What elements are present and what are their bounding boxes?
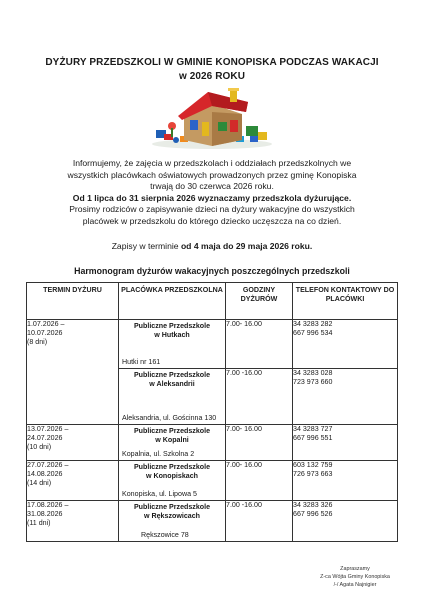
phone-value: 34 3283 282 — [293, 320, 333, 328]
term-to: 10.07.2026 — [27, 329, 63, 337]
hours-value: 7.00- 16.00 — [226, 320, 262, 328]
term-from: 17.08.2026 – — [27, 501, 69, 509]
term-cell — [27, 461, 119, 501]
header-term: TERMIN DYŻURU — [27, 283, 119, 320]
place-name — [119, 425, 225, 445]
signature-line: Zapraszamy — [340, 566, 370, 572]
phone-value: 723 973 660 — [293, 378, 333, 386]
term-cell — [27, 320, 119, 425]
title-line-1: DYŻURY PRZEDSZKOLI W GMINIE KONOPISKA PODCZAS WAKACJI — [45, 57, 379, 68]
term-from: 13.07.2026 – — [27, 425, 69, 433]
term-cell — [27, 425, 119, 461]
place-name-line: w Konopiskach — [145, 472, 199, 480]
term-cell — [27, 501, 119, 542]
phone-value: 667 996 534 — [293, 329, 333, 337]
place-name-line: w Kopalni — [155, 436, 189, 444]
place-name-line: w Rększowicach — [144, 512, 200, 520]
place-address: Konopiska, ul. Lipowa 5 — [122, 490, 197, 498]
term-from: 1.07.2026 – — [27, 320, 65, 328]
intro-line: Prosimy rodziców o zapisywanie dzieci na dyżury wakacyjne do wszystkich — [69, 204, 355, 215]
schedule-table — [26, 282, 398, 542]
table-row — [27, 501, 398, 542]
phone-value: 34 3283 028 — [293, 369, 333, 377]
header-hours: GODZINY DYŻURÓW — [226, 283, 293, 320]
phone-value: 34 3283 326 — [293, 501, 333, 509]
term-from: 27.07.2026 – — [27, 461, 69, 469]
signature-block — [300, 565, 410, 589]
place-name-line: Publiczne Przedszkole — [133, 503, 211, 511]
phone-cell — [293, 425, 398, 461]
title-line-2: w 2026 ROKU — [178, 71, 246, 82]
place-cell — [119, 461, 226, 501]
phone-cell — [293, 369, 398, 425]
term-days: (14 dni) — [27, 479, 52, 487]
place-name-line: w Aleksandrii — [149, 380, 195, 388]
term-to: 31.08.2026 — [27, 510, 63, 518]
intro-line: trwają do 30 czerwca 2026 roku. — [150, 181, 274, 192]
term-to: 24.07.2026 — [27, 434, 63, 442]
phone-value: 667 996 526 — [293, 510, 333, 518]
place-name-line: w Hutkach — [154, 331, 190, 339]
hours-cell — [226, 425, 293, 461]
table-row — [27, 461, 398, 501]
hours-value: 7.00 -16.00 — [226, 501, 262, 509]
header-place: PLACÓWKA PRZEDSZKOLNA — [119, 283, 226, 320]
enrollment-dates — [0, 240, 424, 252]
enrollment-range: od 4 maja do 29 maja 2026 roku. — [180, 241, 313, 251]
place-name — [119, 461, 225, 481]
intro-line: placówek w przedszkolu do którego dziecko uczęszcza na co dzień. — [82, 215, 342, 226]
place-name-line: Publiczne Przedszkole — [133, 371, 211, 379]
place-cell — [119, 320, 226, 369]
intro-line: Informujemy, że zajęcia w przedszkolach i oddziałach przedszkolnych we — [72, 158, 352, 168]
place-name — [119, 501, 225, 521]
term-days: (8 dni) — [27, 338, 48, 346]
document-title — [0, 56, 424, 84]
header-phone: TELEFON KONTAKTOWY DO PLACÓWKI — [293, 283, 398, 320]
place-cell — [119, 425, 226, 461]
term-days: (11 dni) — [27, 519, 51, 527]
table-header-row — [27, 283, 398, 320]
hours-cell — [226, 461, 293, 501]
table-row — [27, 320, 398, 369]
place-address: Kopalnia, ul. Szkolna 2 — [122, 450, 195, 458]
hours-cell — [226, 369, 293, 425]
place-name-line: Publiczne Przedszkole — [133, 427, 211, 435]
hours-cell — [226, 320, 293, 369]
phone-value: 726 973 663 — [293, 470, 333, 478]
intro-line-bold: Od 1 lipca do 31 sierpnia 2026 wyznaczamy przedszkola dyżurujące. — [72, 192, 352, 203]
signature-line: /-/ Agata Najnigier — [333, 582, 377, 588]
table-row — [27, 425, 398, 461]
place-address: Rększowice 78 — [141, 531, 189, 539]
toy-house-illustration — [150, 82, 274, 150]
phone-cell — [293, 320, 398, 369]
hours-cell — [226, 501, 293, 542]
phone-value: 667 996 551 — [293, 434, 333, 442]
intro-line: wszystkich placówkach oświatowych prowadzonych przez gminę Konopiska — [67, 169, 357, 180]
place-address: Aleksandria, ul. Gościnna 130 — [122, 414, 217, 422]
phone-value: 603 132 759 — [293, 461, 333, 469]
place-address: Hutki nr 161 — [122, 358, 161, 366]
phone-cell — [293, 461, 398, 501]
place-name-line: Publiczne Przedszkole — [133, 322, 211, 330]
term-days: (10 dni) — [27, 443, 52, 451]
place-name-line: Publiczne Przedszkole — [133, 463, 211, 471]
place-name — [119, 320, 225, 340]
phone-value: 34 3283 727 — [293, 425, 333, 433]
phone-cell — [293, 501, 398, 542]
intro-text — [40, 158, 384, 228]
hours-value: 7.00- 16.00 — [226, 461, 262, 469]
term-to: 14.08.2026 — [27, 470, 63, 478]
enrollment-prefix: Zapisy w terminie — [111, 241, 181, 251]
hours-value: 7.00- 16.00 — [226, 425, 262, 433]
schedule-title: Harmonogram dyżurów wakacyjnych poszczególnych przedszkoli — [74, 266, 350, 276]
hours-value: 7.00 -16.00 — [226, 369, 262, 377]
place-cell — [119, 501, 226, 542]
place-cell — [119, 369, 226, 425]
signature-line: Z-ca Wójta Gminy Konopiska — [320, 574, 390, 580]
place-name — [119, 369, 225, 389]
